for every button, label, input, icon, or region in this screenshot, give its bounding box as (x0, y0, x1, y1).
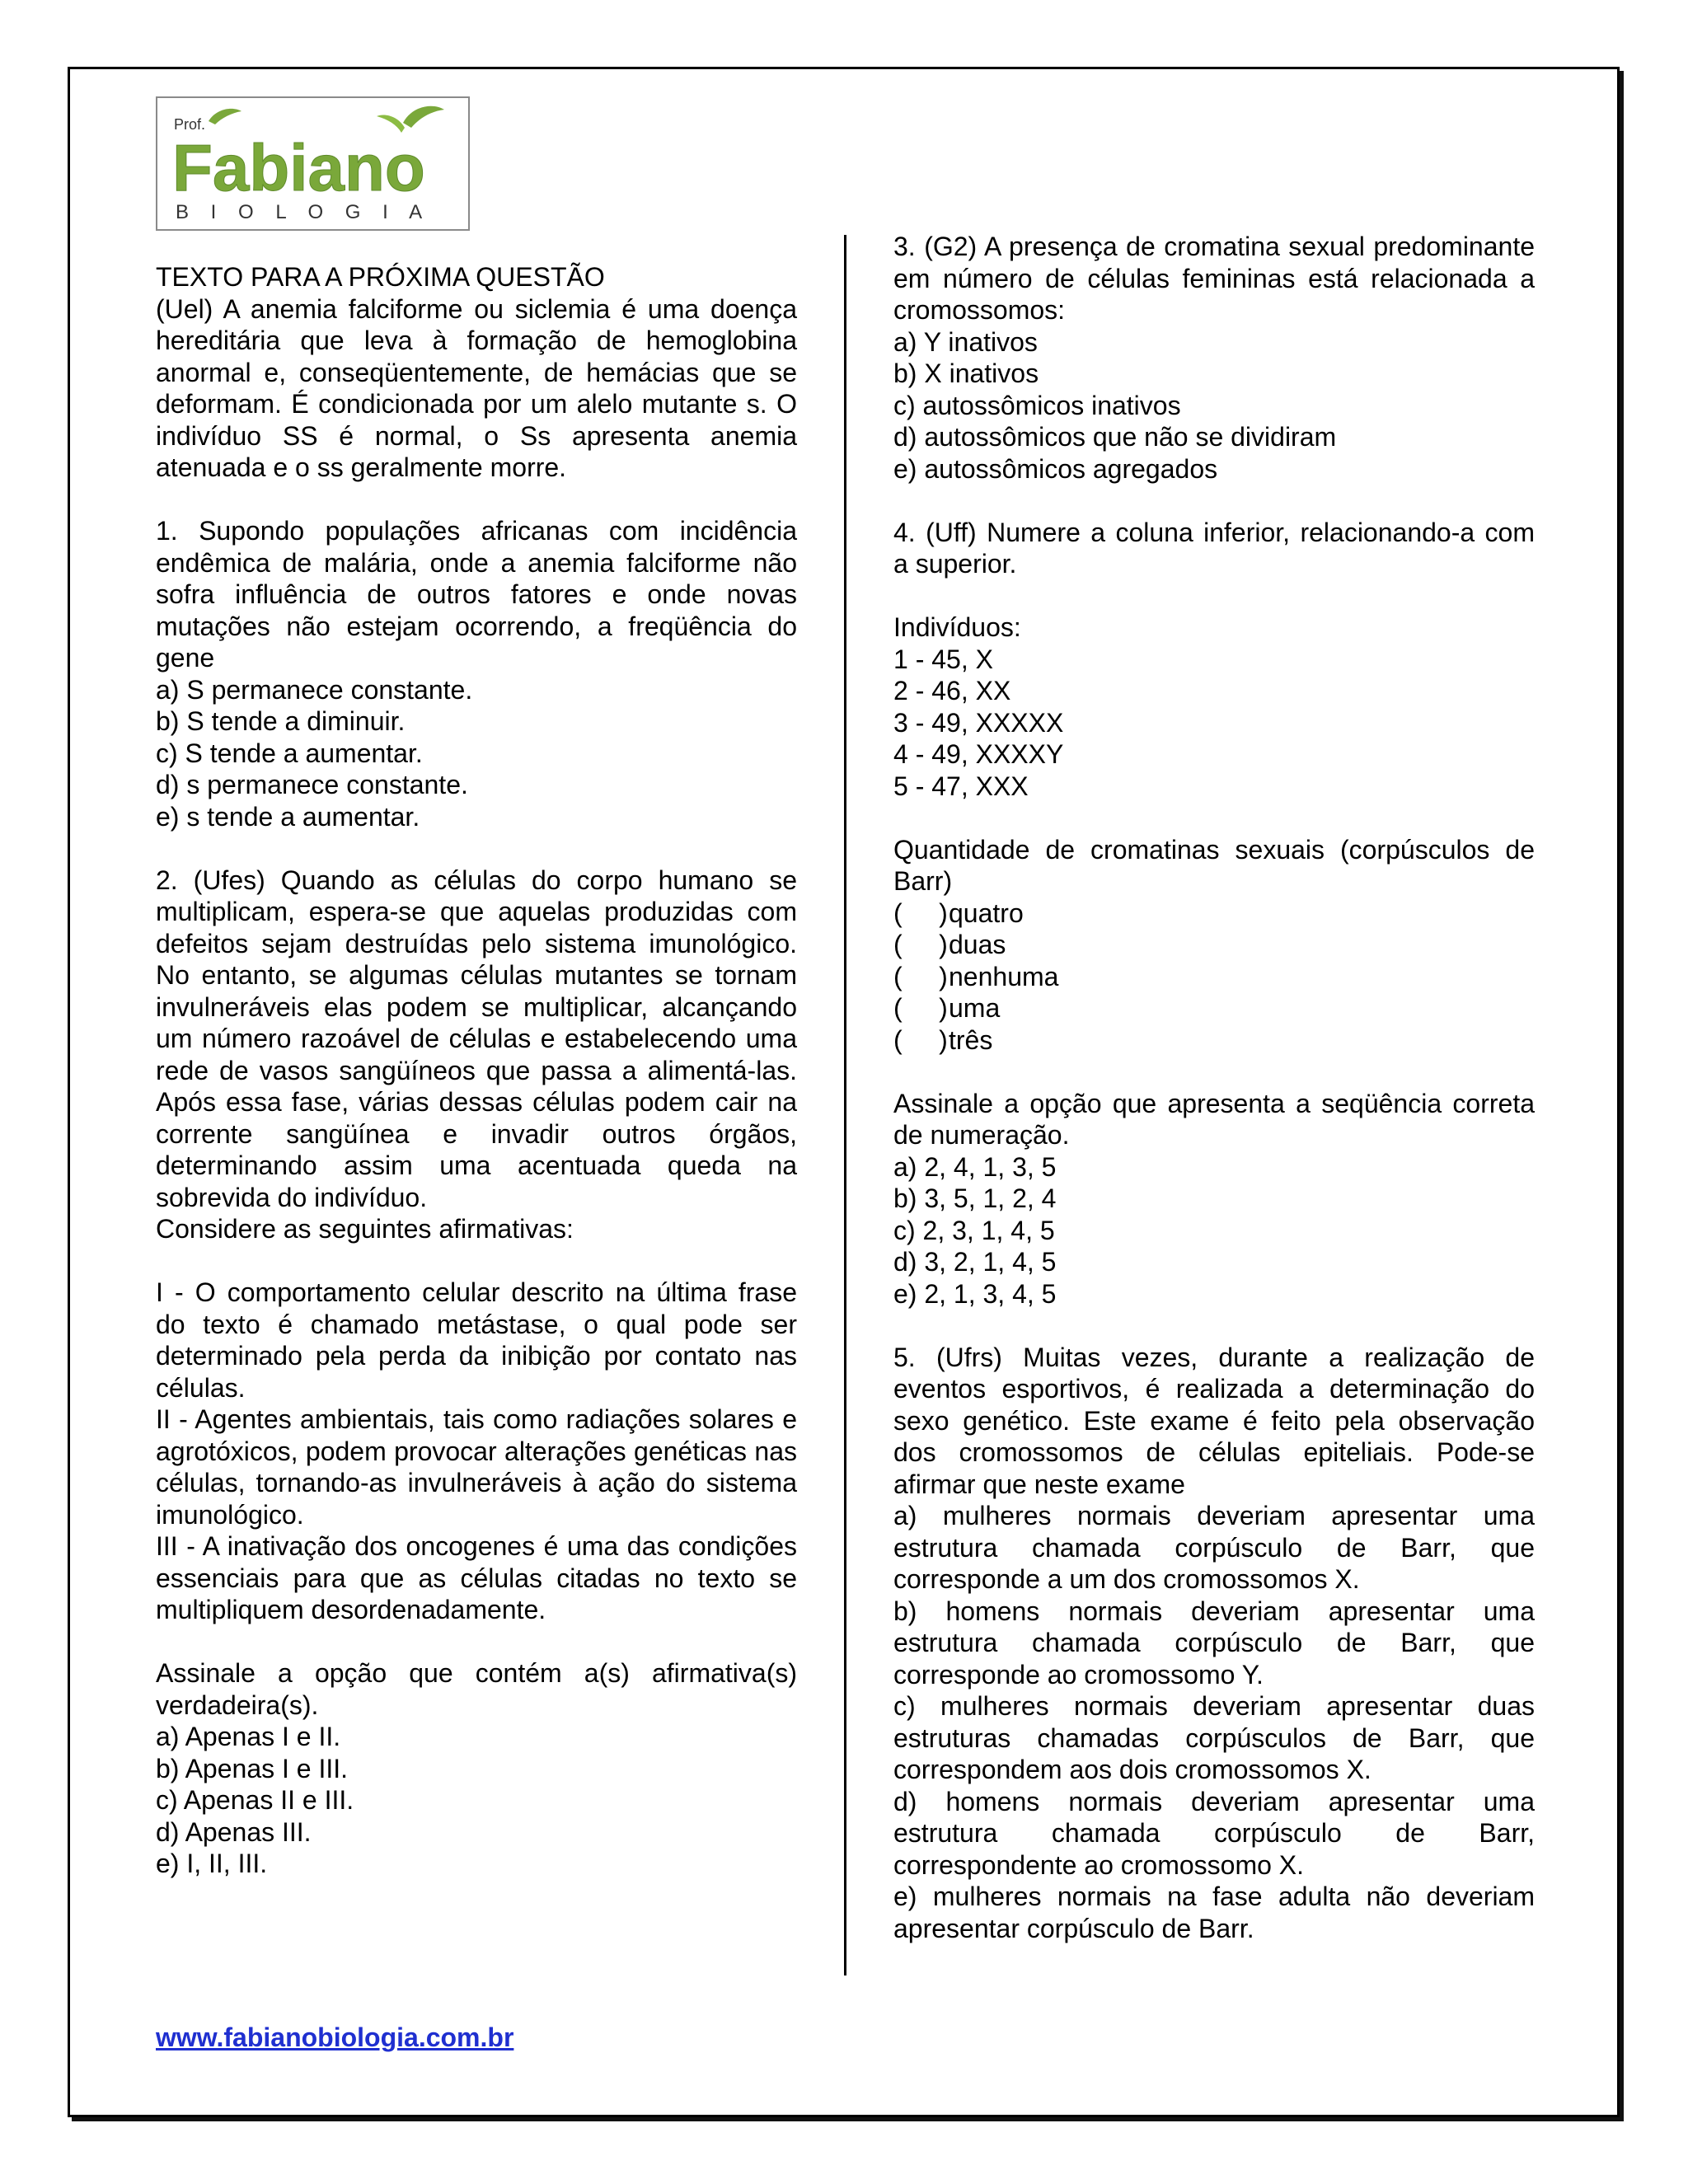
q1-stem: 1. Supondo populações africanas com incidência endêmica de malária, onde a anemia falciforme não sofra influência de outros fatores e onde novas mutações não estejam ocorrendo, a freqüência do gene (156, 516, 797, 673)
q5-option-b: b) homens normais deveriam apresentar uma estrutura chamada corpúsculo de Barr, que corresponde ao cromossomo Y. (893, 1596, 1535, 1690)
intro-text: (Uel) A anemia falciforme ou siclemia é uma doença hereditária que leva à formação de hemoglobina anormal e, conseqüentemente, de hemácias que se deformam. É condicionada por um alelo mutante s. O indivíduo SS é normal, o Ss apresenta anemia atenuada e o ss geralmente morre. (156, 293, 797, 482)
blank-paren: ( ) (893, 898, 948, 928)
q3-option-e: e) autossômicos agregados (893, 453, 1218, 484)
q2-statement-1: I - O comportamento celular descrito na última frase do texto é chamado metástase, o qual pode ser determinado pela perda da inibição por contato nas células. (156, 1277, 797, 1403)
q3-option-b: b) X inativos (893, 359, 1039, 388)
q5-stem: 5. (Ufrs) Muitas vezes, durante a realização de eventos esportivos, é realizada a determinação do sexo genético. Este exame é feito pela observação dos cromossomos de células epiteliais. Pode-se afirmar que neste exame (893, 1342, 1535, 1499)
blank-paren: ( ) (893, 1024, 948, 1055)
q4-option-e: e) 2, 1, 3, 4, 5 (893, 1278, 1057, 1309)
q1-option-e: e) s tende a aumentar. (156, 801, 420, 832)
q4-option-c: c) 2, 3, 1, 4, 5 (893, 1215, 1055, 1245)
barr-item (893, 1024, 1535, 1057)
logo-subtitle: B I O L O G I A (176, 201, 431, 223)
q5-option-c: c) mulheres normais deveriam apresentar duas estruturas chamadas corpúsculos de Barr, que correspondem aos dois cromossomos X. (893, 1691, 1535, 1784)
q1-option-b: b) S tende a diminuir. (156, 706, 406, 736)
barr-item (893, 992, 1535, 1024)
barr-item (893, 898, 1535, 930)
q4-instruction: Assinale a opção que apresenta a seqüência correta de numeração. (893, 1088, 1535, 1150)
logo-graphic (157, 98, 468, 229)
q4-barr-label: Quantidade de cromatinas sexuais (corpúsculos de Barr) (893, 834, 1535, 896)
left-column (156, 261, 797, 1880)
q4-individual-2: 2 - 46, XX (893, 676, 1011, 705)
q5-option-e: e) mulheres normais na fase adulta não deveriam apresentar corpúsculo de Barr. (893, 1882, 1535, 1943)
leaf-icon (403, 106, 444, 128)
q4-option-a: a) 2, 4, 1, 3, 5 (893, 1151, 1057, 1182)
q3-stem: 3. (G2) A presença de cromatina sexual predominante em número de células femininas está relacionada a cromossomos: (893, 232, 1535, 325)
q4-individual-1: 1 - 45, X (893, 644, 993, 674)
q2-stem: 2. (Ufes) Quando as células do corpo humano se multiplicam, espera-se que aquelas produzidas com defeitos sejam destruídas pelo sistema imunológico. No entanto, se algumas células mutantes se tornam invulneráveis elas podem se multiplicar, alcançando um número razoável de células e estabelecendo uma rede de vasos sangüíneos que passa a alimentá-las. Após essa fase, várias dessas células podem cair na corrente sangüínea e invadir outros órgãos, determinando assim uma acentuada queda na sobrevida do indivíduo. (156, 865, 797, 1212)
q2-statement-3: III - A inativação dos oncogenes é uma das condições essenciais para que as células citadas no texto se multipliquem desordenadamente. (156, 1531, 797, 1624)
website-link[interactable]: www.fabianobiologia.com.br (156, 2022, 514, 2052)
q5-option-a: a) mulheres normais deveriam apresentar uma estrutura chamada corpúsculo de Barr, que corresponde a um dos cromossomos X. (893, 1501, 1535, 1594)
q4-individuals-label: Indivíduos: (893, 612, 1021, 642)
right-column (893, 231, 1535, 1944)
q4-individual-4: 4 - 49, XXXXY (893, 739, 1064, 769)
q2-consider: Considere as seguintes afirmativas: (156, 1214, 574, 1244)
leaf-icon (209, 109, 241, 124)
q2-option-b: b) Apenas I e III. (156, 1753, 349, 1783)
logo-name: Fabiano (172, 131, 425, 204)
q5-option-d: d) homens normais deveriam apresentar uma estrutura chamada corpúsculo de Barr, correspondente ao cromossomo X. (893, 1786, 1535, 1880)
q4-option-b: b) 3, 5, 1, 2, 4 (893, 1183, 1057, 1213)
column-divider (844, 235, 846, 1975)
q2-option-e: e) I, II, III. (156, 1849, 268, 1878)
q4-individual-5: 5 - 47, XXX (893, 771, 1029, 801)
q2-statement-2: II - Agentes ambientais, tais como radiações solares e agrotóxicos, podem provocar alterações genéticas nas células, tornando-as invulneráveis à ação do sistema imunológico. (156, 1404, 797, 1530)
q2-option-d: d) Apenas III. (156, 1816, 312, 1847)
q1-option-c: c) S tende a aumentar. (156, 738, 423, 768)
barr-item-label: três (949, 1024, 993, 1055)
q2-option-a: a) Apenas I e II. (156, 1722, 341, 1751)
q1-option-d: d) s permanece constante. (156, 770, 468, 799)
blank-paren: ( ) (893, 961, 948, 991)
q3-option-d: d) autossômicos que não se dividiram (893, 422, 1337, 452)
blank-paren: ( ) (893, 930, 948, 959)
logo-prefix: Prof. (174, 116, 206, 133)
q4-option-d: d) 3, 2, 1, 4, 5 (893, 1247, 1057, 1277)
intro-heading: TEXTO PARA A PRÓXIMA QUESTÃO (156, 262, 605, 292)
blank-paren: ( ) (893, 993, 948, 1023)
barr-item (893, 961, 1535, 993)
q3-option-c: c) autossômicos inativos (893, 390, 1181, 420)
barr-item-label: quatro (949, 898, 1024, 928)
barr-item-label: duas (949, 930, 1006, 959)
leaf-icon (377, 115, 405, 133)
q2-instruction: Assinale a opção que contém a(s) afirmativa(s) verdadeira(s). (156, 1658, 797, 1720)
fabiano-logo (156, 96, 470, 231)
q4-individual-3: 3 - 49, XXXXX (893, 707, 1064, 738)
barr-item (893, 929, 1535, 961)
q4-stem: 4. (Uff) Numere a coluna inferior, relacionando-a com a superior. (893, 517, 1535, 579)
barr-item-label: uma (949, 993, 1001, 1023)
q2-option-c: c) Apenas II e III. (156, 1785, 354, 1815)
q1-option-a: a) S permanece constante. (156, 674, 473, 705)
barr-item-label: nenhuma (949, 961, 1059, 991)
q3-option-a: a) Y inativos (893, 326, 1038, 357)
